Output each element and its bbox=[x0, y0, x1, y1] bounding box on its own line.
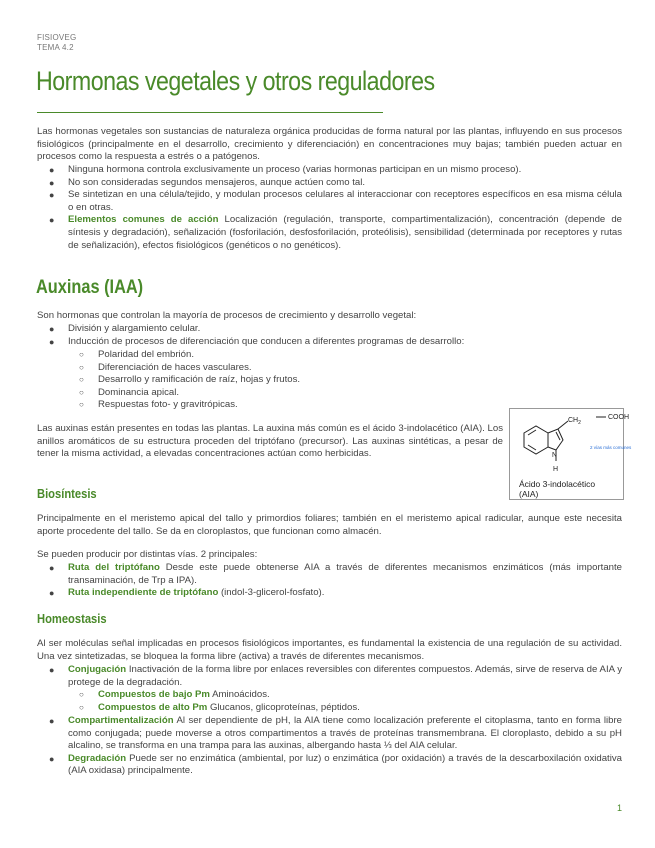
heading-auxinas: Auxinas (IAA) bbox=[36, 277, 144, 298]
bullet-icon: ● bbox=[49, 324, 55, 334]
auxinas-bullet-list bbox=[37, 323, 622, 348]
homeostasis-bullet-list-2 bbox=[37, 715, 622, 778]
list-item: ● Se sintetizan en una célula/tejido, y modulan procesos celulares al interaccionar con receptores específicos en esa misma célula o en otras. bbox=[49, 189, 622, 213]
figure-caption: Ácido 3-indolacético (AIA) bbox=[519, 479, 596, 499]
list-item: ● No son consideradas segundos mensajeros, aunque actúen como tal. bbox=[49, 176, 366, 188]
list-item: ● Ruta independiente de triptófano (indol-3-glicerol-fosfato). bbox=[49, 587, 325, 599]
bullet-icon: ● bbox=[49, 753, 55, 764]
circle-bullet-icon: ○ bbox=[79, 690, 84, 699]
page-number: 1 bbox=[617, 803, 623, 813]
header-topic: TEMA 4.2 bbox=[37, 43, 74, 52]
header-course: FISIOVEG bbox=[37, 33, 77, 42]
hydrogen-label: H bbox=[553, 466, 559, 473]
circle-bullet-icon: ○ bbox=[79, 387, 84, 397]
list-item: ○ Diferenciación de haces vasculares. bbox=[79, 361, 252, 373]
page-title: Hormonas vegetales y otros reguladores bbox=[36, 66, 435, 96]
homeostasis-sub-list bbox=[37, 689, 622, 714]
homeostasis-bullet-list bbox=[37, 664, 622, 689]
bullet-icon: ● bbox=[49, 563, 55, 573]
title-divider bbox=[37, 112, 383, 113]
biosintesis-paragraph-2: Se pueden producir por distintas vías. 2 principales: bbox=[37, 549, 258, 560]
biosintesis-bullet-list bbox=[37, 562, 622, 600]
list-item: ○ Polaridad del embrión. bbox=[79, 349, 194, 360]
circle-bullet-icon: ○ bbox=[79, 400, 84, 410]
bullet-icon: ● bbox=[49, 215, 55, 226]
list-item: ● Ninguna hormona controla exclusivamente un proceso (varias hormonas participan en un mismo proceso). bbox=[49, 164, 522, 175]
list-item: ● Conjugación Inactivación de la forma libre por enlaces reversibles con diferentes compuestos. Además, sirve de reserva de AIA y protege de la degradación. bbox=[49, 664, 622, 688]
bullet-icon: ● bbox=[49, 716, 55, 726]
list-item: ○ Respuestas foto- y gravitrópicas. bbox=[79, 399, 238, 411]
biosintesis-paragraph-1: Principalmente en el meristemo apical del tallo y primordios foliares; también en el meristemo apical radicular, aunque este necesita aporte procedente del tallo. Se da en cloroplastos, que funcionan como almacén. bbox=[37, 513, 622, 537]
homeostasis-paragraph: Al ser moléculas señal implicadas en procesos fisiológicos importantes, es fundamental la existencia de una regulación de su actividad. Una vez sintetizadas, se bloquea la forma libre (activa) a través de diferentes mecanismos. bbox=[37, 638, 622, 662]
heading-biosintesis: Biosíntesis bbox=[37, 486, 97, 501]
intro-paragraph: Las hormonas vegetales son sustancias de naturaleza orgánica producidas de forma natural por las plantas, influyendo en sus procesos fisiológicos (principalmente en el desarrollo, crecimiento y diferenciación) en concentraciones muy bajas; también pueden actuar en procesos como la respuesta a estrés o a patógenos. bbox=[37, 126, 622, 163]
auxinas-intro: Son hormonas que controlan la mayoría de procesos de crecimiento y desarrollo vegetal: bbox=[37, 310, 417, 321]
bullet-icon: ● bbox=[49, 588, 55, 599]
nitrogen-label: N bbox=[552, 452, 558, 459]
auxinas-paragraph: Las auxinas están presentes en todas las plantas. La auxina más común es el ácido 3-indolacético (AIA). Los anillos aromáticos de su estructura proceden del triptófano (precursor). Las auxinas sintéticas, a pesar de tener la misma actividad, a elevadas concentraciones actúan como herbicidas. bbox=[37, 423, 503, 460]
handwritten-note: 2 vías más comunes bbox=[590, 445, 632, 450]
intro-bullet-list bbox=[37, 164, 622, 252]
circle-bullet-icon: ○ bbox=[79, 350, 84, 359]
list-item: ● Degradación Puede ser no enzimática (ambiental, por luz) o enzimática (por oxidación) a través de la descarboxilación oxidativa (AIA oxidasa) principalmente. bbox=[49, 752, 622, 777]
list-item: ○ Desarrollo y ramificación de raíz, hojas y frutos. bbox=[79, 374, 301, 386]
iaa-molecule-diagram bbox=[510, 409, 632, 479]
cooh-label: COOH bbox=[608, 414, 629, 421]
auxinas-sub-list bbox=[37, 349, 622, 412]
bullet-icon: ● bbox=[49, 165, 55, 175]
list-item: ● División y alargamiento celular. bbox=[49, 323, 201, 334]
iaa-structure-figure bbox=[509, 408, 632, 500]
list-item: ● Elementos comunes de acción Localización (regulación, transporte, compartimentalización), concentración (depende de síntesis y degradación), señalización (fosforilación, desfosforilación, proteólisis), sensibilidad (determinada por receptores y rutas de señalización), efectos fisiológicos (genéticos o no genéticos). bbox=[49, 214, 622, 251]
list-item: ○ Compuestos de alto Pm Glucanos, glicoproteínas, péptidos. bbox=[79, 701, 360, 713]
ch2-label: $CH_2$ bbox=[568, 417, 581, 426]
circle-bullet-icon: ○ bbox=[79, 702, 84, 712]
list-item: ● Ruta del triptófano Desde este puede obtenerse AIA a través de diferentes mecanismos enzimáticos (más importante transaminación, de Trp a IPA). bbox=[49, 562, 622, 586]
bullet-icon: ● bbox=[49, 336, 55, 347]
circle-bullet-icon: ○ bbox=[79, 362, 84, 372]
bullet-icon: ● bbox=[49, 177, 55, 188]
circle-bullet-icon: ○ bbox=[79, 375, 84, 385]
list-item: ○ Compuestos de bajo Pm Aminoácidos. bbox=[79, 689, 270, 700]
list-item: ● Inducción de procesos de diferenciación que conducen a diferentes programas de desarrollo: bbox=[49, 335, 465, 347]
document-header bbox=[37, 33, 76, 53]
bullet-icon: ● bbox=[49, 665, 55, 675]
elementos-label: Elementos comunes de acción bbox=[68, 214, 219, 226]
list-item: ● Compartimentalización Al ser dependiente de pH, la AIA tiene como localización preferente el citoplasma, tanto en forma libre como conjugada; puede moverse a otros compartimentos a través de proteínas transmembrana. El cloroplasto, debido a su pH alcalino, se transforma en una trampa para las auxinas, albergando hasta ⅓ del AIA celular. bbox=[49, 715, 622, 752]
list-item: ○ Dominancia apical. bbox=[79, 386, 180, 398]
heading-homeostasis: Homeostasis bbox=[37, 611, 107, 626]
bullet-icon: ● bbox=[49, 190, 55, 201]
